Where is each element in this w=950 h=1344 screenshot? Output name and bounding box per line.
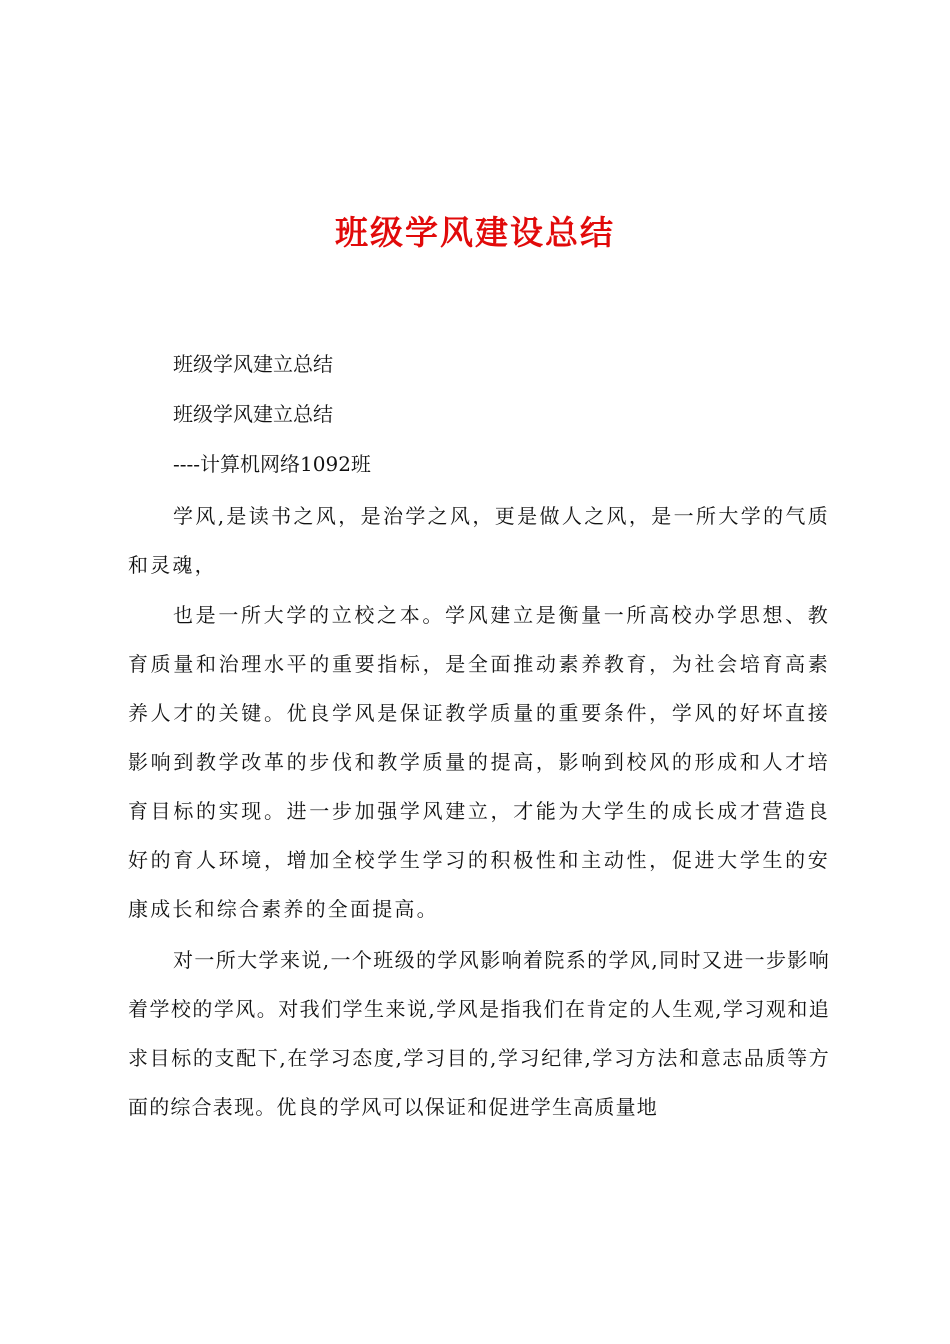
subtitle-line-2: 班级学风建立总结 <box>173 402 333 426</box>
paragraph-2: 也是一所大学的立校之本。学风建立是衡量一所高校办学思想、教育质量和治理水平的重要指标，是全面推动素养教育，为社会培育高素养人才的关键。优良学风是保证教学质量的重要条件，学风的好坏直接影响到教学改革的步伐和教学质量的提高，影响到校风的形成和人才培育目标的实现。进一步加强学风建立，才能为大学生的成长成才营造良好的育人环境，增加全校学生学习的积极性和主动性，促进大学生的安康成长和综合素养的全面提高。 <box>128 603 830 921</box>
document-title: 班级学风建设总结 <box>335 213 615 252</box>
paragraph-1: 学风,是读书之风，是治学之风，更是做人之风，是一所大学的气质和灵魂， <box>128 504 830 577</box>
subtitle-line-1: 班级学风建立总结 <box>173 352 333 376</box>
paragraph-3: 对一所大学来说,一个班级的学风影响着院系的学风,同时又进一步影响着学校的学风。对我们学生来说,学风是指我们在肯定的人生观,学习观和追求目标的支配下,在学习态度,学习目的,学习纪律,学习方法和意志品质等方面的综合表现。优良的学风可以保证和促进学生高质量地 <box>128 948 830 1119</box>
class-name-line: ----计算机网络1092班 <box>173 452 371 476</box>
